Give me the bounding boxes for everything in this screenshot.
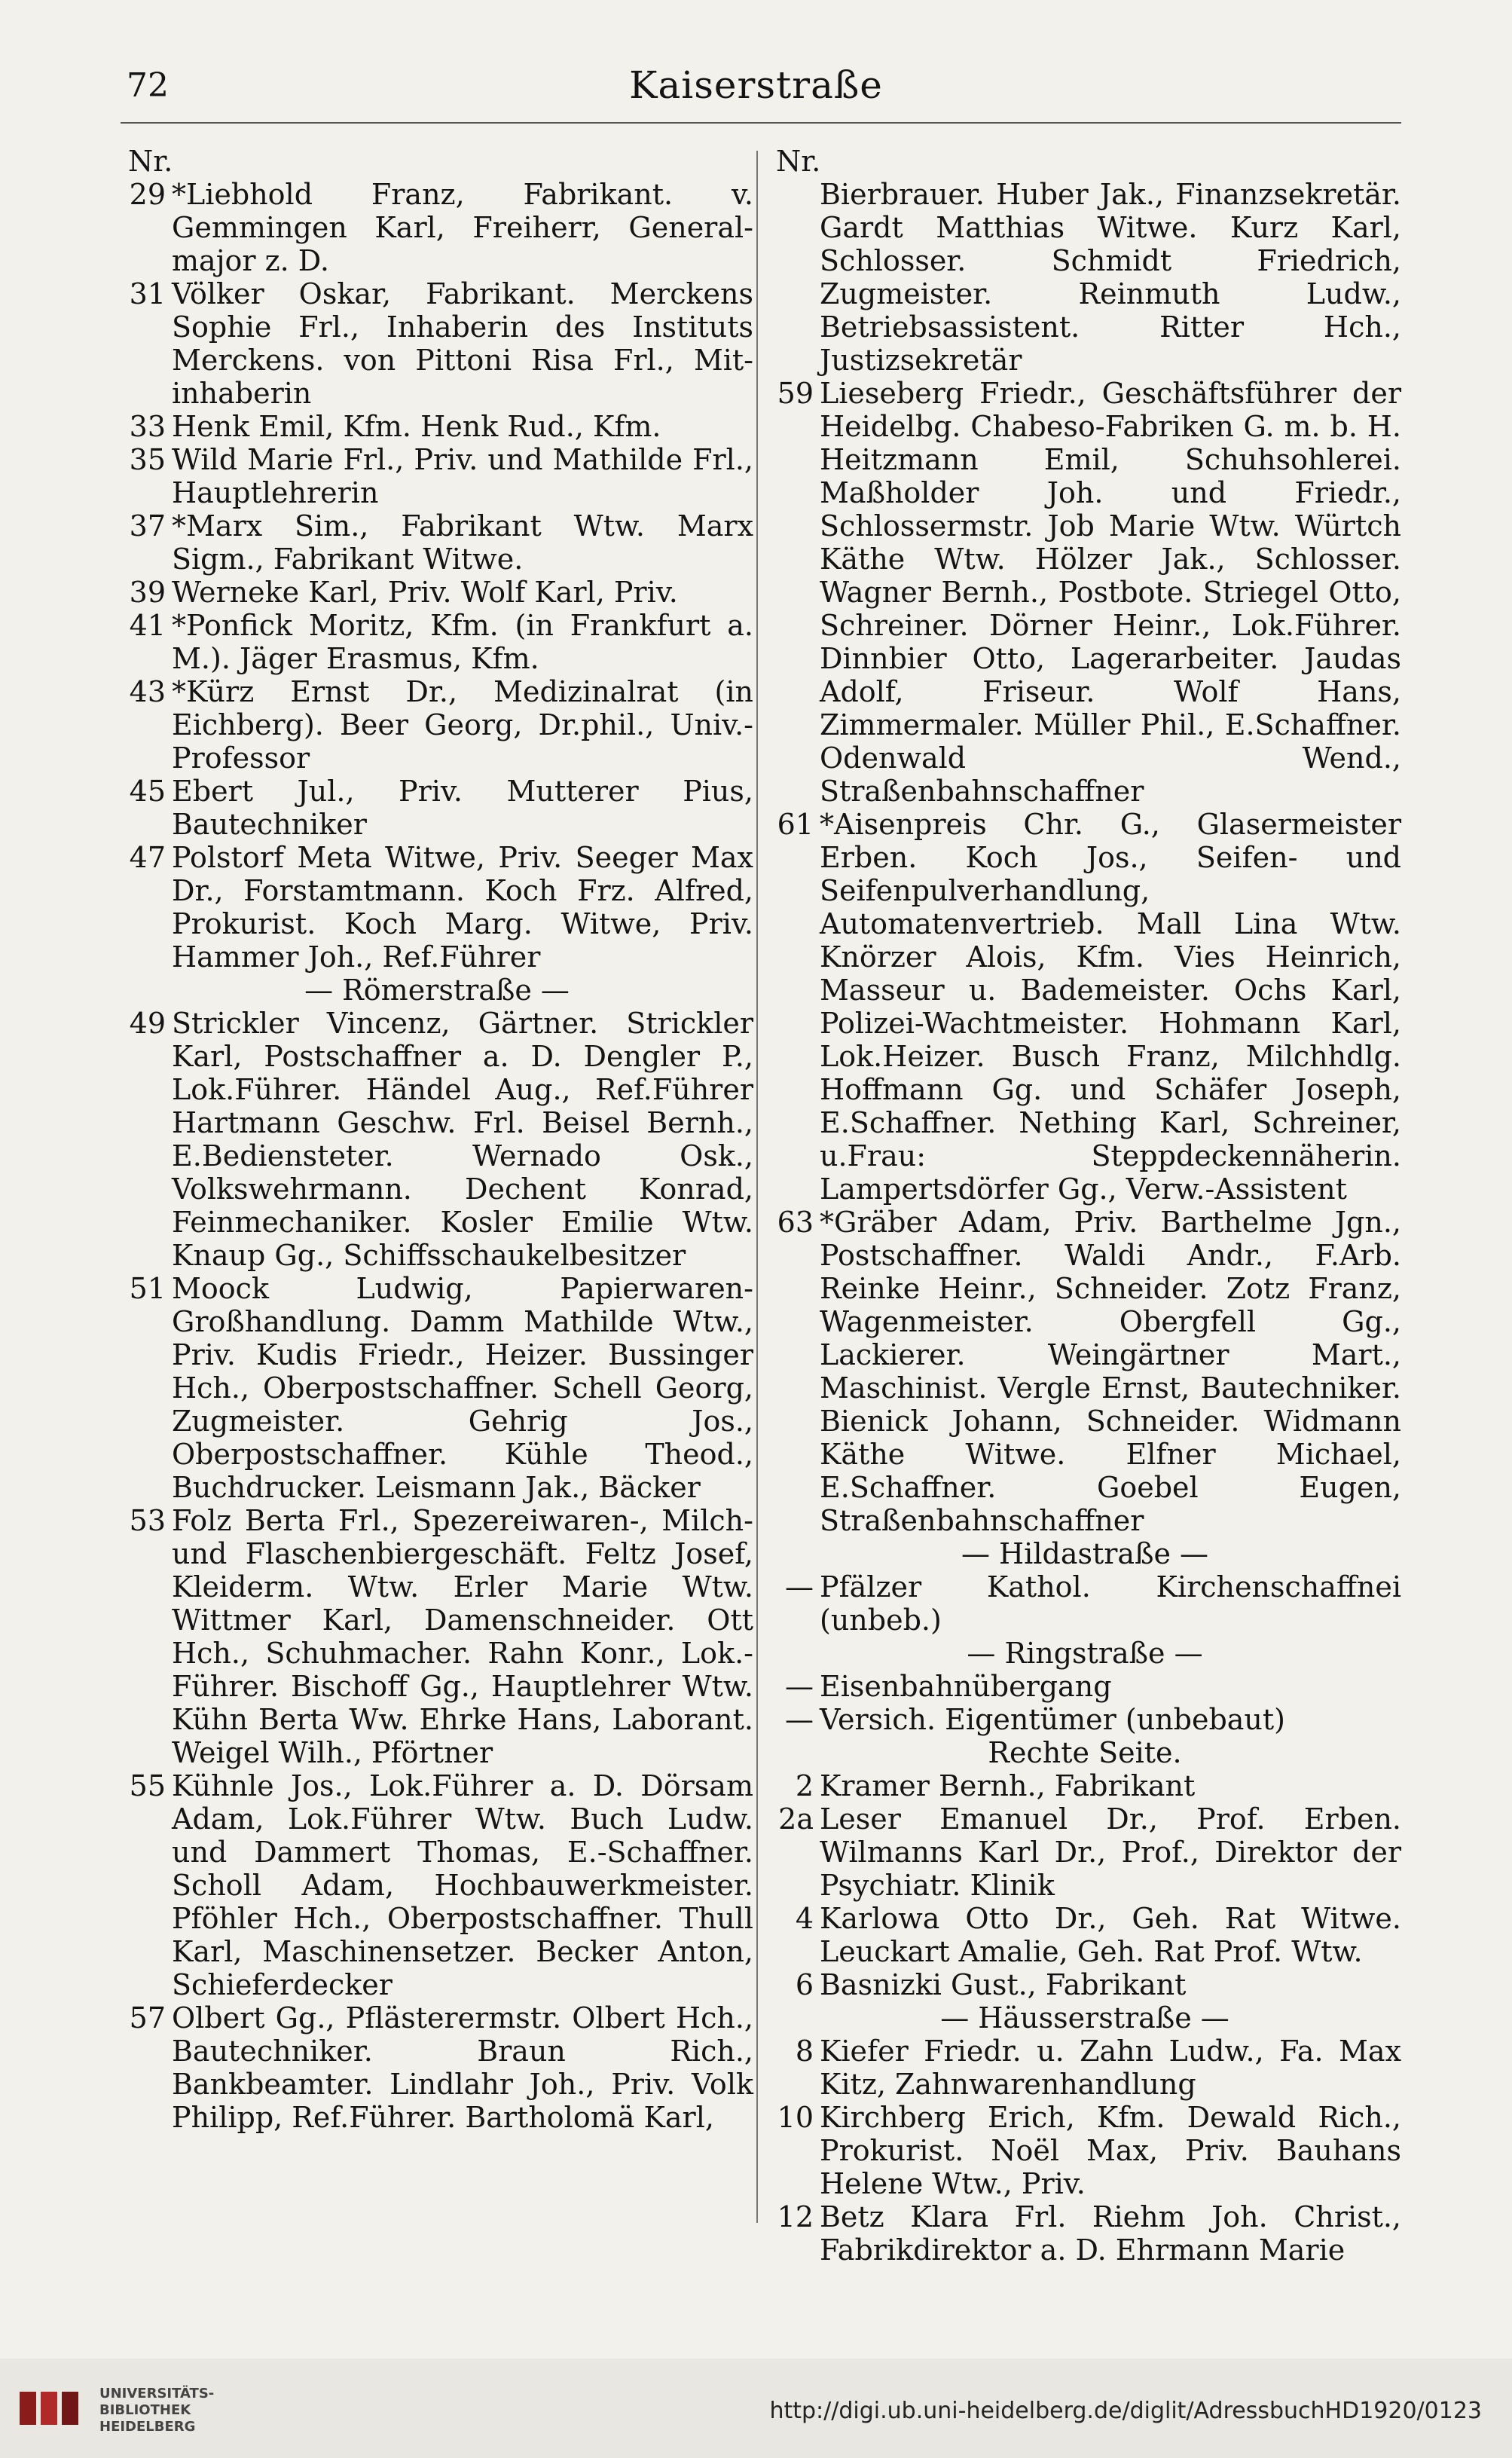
address-entry: [768, 1968, 1401, 2001]
address-entry: [121, 178, 753, 277]
address-entry: [121, 775, 753, 841]
street-heading: — Häusserstraße —: [940, 2001, 1229, 2035]
street-heading: Rechte Seite.: [988, 1736, 1182, 1769]
street-heading: — Ringstraße —: [967, 1637, 1203, 1670]
house-number: 35: [129, 443, 166, 476]
house-number: 37: [129, 509, 166, 543]
address-entry: [121, 841, 753, 974]
resident-list: Kirchberg Erich, Kfm. Dewald Rich., Prokurist. Noël Max, Priv. Bauhans Helene Wtw., Priv.: [820, 2101, 1401, 2200]
address-entry: [768, 1802, 1401, 1902]
resident-list: Ebert Jul., Priv. Mutterer Pius, Bautechniker: [172, 775, 753, 841]
page-number: 72: [127, 66, 169, 105]
library-logo-icon: [15, 2386, 90, 2431]
address-entry: [121, 609, 753, 675]
address-entry: [121, 1769, 753, 2001]
address-entry: [121, 1007, 753, 1272]
resident-list: *Marx Sim., Fabrikant Wtw. Marx Sigm., Fabrikant Witwe.: [172, 509, 753, 576]
house-number: 33: [129, 410, 166, 443]
address-entry: [121, 576, 753, 609]
address-entry: [121, 675, 753, 775]
house-number: 29: [129, 178, 166, 211]
source-url-link[interactable]: http://digi.ub.uni-heidelberg.de/diglit/AdressbuchHD1920/0123: [769, 2398, 1482, 2424]
resident-list: Bierbrauer. Huber Jak., Finanzsekretär. Gardt Matthias Witwe. Kurz Karl, Schlosser. Schmidt Friedrich, Zugmeister. Reinmuth Ludw., Betriebsassistent. Ritter Hch., Justizsekretär: [820, 178, 1401, 377]
house-number: 39: [129, 576, 166, 609]
house-number: 8: [795, 2035, 814, 2068]
resident-list: Kiefer Friedr. u. Zahn Ludw., Fa. Max Kitz, Zahnwarenhandlung: [820, 2035, 1401, 2101]
address-entry: [768, 377, 1401, 808]
address-entry: [768, 1703, 1401, 1736]
resident-list: Eisenbahnübergang: [820, 1670, 1112, 1703]
resident-list: *Ponfick Moritz, Kfm. (in Frankfurt a. M.). Jäger Erasmus, Kfm.: [172, 609, 753, 675]
resident-list: Strickler Vincenz, Gärtner. Strickler Karl, Postschaffner a. D. Dengler P., Lok.Führer. Händel Aug., Ref.Führer Hartmann Geschw. Frl. Beisel Bernh., E.Bediensteter. Wernado Osk., Volkswehrmann. Dechent Konrad, Feinmechaniker. Kosler Emilie Wtw. Knaup Gg., Schiffsschaukelbesitzer: [172, 1007, 753, 1272]
resident-list: Werneke Karl, Priv. Wolf Karl, Priv.: [172, 576, 678, 609]
header-rule: [121, 122, 1401, 124]
house-number: 12: [777, 2200, 814, 2233]
left-column: [121, 145, 753, 2134]
house-number: 61: [777, 808, 814, 841]
column-header: Nr.: [776, 145, 821, 178]
street-heading: — Hildastraße —: [961, 1537, 1209, 1570]
resident-list: Karlowa Otto Dr., Geh. Rat Witwe. Leuckart Amalie, Geh. Rat Prof. Wtw.: [820, 1902, 1401, 1968]
resident-list: Betz Klara Frl. Riehm Joh. Christ., Fabrikdirektor a. D. Ehrmann Marie: [820, 2200, 1401, 2267]
house-number: 49: [129, 1007, 166, 1040]
house-number: —: [785, 1703, 814, 1736]
address-entry: [768, 2035, 1401, 2101]
resident-list: Basnizki Gust., Fabrikant: [820, 1968, 1187, 2001]
house-number: 10: [777, 2101, 814, 2134]
house-number: 41: [129, 609, 166, 642]
resident-list: *Gräber Adam, Priv. Barthelme Jgn., Postschaffner. Waldi Andr., F.Arb. Reinke Heinr., Schneider. Zotz Franz, Wagenmeister. Obergfell Gg., Lackierer. Weingärtner Mart., Maschinist. Vergle Ernst, Bautechniker. Bienick Johann, Schneider. Widmann Käthe Witwe. Elfner Michael, E.Schaffner. Goebel Eugen, Straßenbahnschaffner: [820, 1206, 1401, 1537]
resident-list: *Liebhold Franz, Fabrikant. v. Gemmingen Karl, Freiherr, General-major z. D.: [172, 178, 753, 277]
address-entry: [768, 2101, 1401, 2200]
house-number: 4: [795, 1902, 814, 1935]
house-number: 2a: [778, 1802, 814, 1836]
house-number: 51: [129, 1272, 166, 1305]
address-entry: [121, 410, 753, 443]
house-number: 57: [129, 2001, 166, 2035]
address-entry: [768, 178, 1401, 377]
address-entry: [121, 1504, 753, 1769]
address-entry: [768, 1670, 1401, 1703]
page-title: Kaiserstraße: [629, 63, 883, 107]
resident-list: Henk Emil, Kfm. Henk Rud., Kfm.: [172, 410, 661, 443]
street-heading: — Römerstraße —: [304, 974, 570, 1007]
house-number: 47: [129, 841, 166, 874]
address-entry: [121, 277, 753, 410]
address-entry: [121, 2001, 753, 2134]
library-name: UNIVERSITÄTS- BIBLIOTHEK HEIDELBERG: [99, 2386, 215, 2435]
house-number: —: [785, 1670, 814, 1703]
house-number: 59: [777, 377, 814, 410]
resident-list: Kühnle Jos., Lok.Führer a. D. Dörsam Adam, Lok.Führer Wtw. Buch Ludw. und Dammert Thomas, E.-Schaffner. Scholl Adam, Hochbauwerkmeister. Pföhler Hch., Oberpostschaffner. Thull Karl, Maschinensetzer. Becker Anton, Schieferdecker: [172, 1769, 753, 2001]
house-number: 53: [129, 1504, 166, 1537]
resident-list: Polstorf Meta Witwe, Priv. Seeger Max Dr., Forstamtmann. Koch Frz. Alfred, Prokurist. Koch Marg. Witwe, Priv. Hammer Joh., Ref.Führer: [172, 841, 753, 974]
house-number: 63: [777, 1206, 814, 1239]
resident-list: Kramer Bernh., Fabrikant: [820, 1769, 1196, 1802]
house-number: 2: [795, 1769, 814, 1802]
resident-list: Völker Oskar, Fabrikant. Merckens Sophie Frl., Inhaberin des Instituts Merckens. von Pittoni Risa Frl., Mit-inhaberin: [172, 277, 753, 410]
house-number: 55: [129, 1769, 166, 1802]
house-number: 31: [129, 277, 166, 310]
address-entry: [768, 2200, 1401, 2267]
address-entry: [768, 808, 1401, 1206]
resident-list: Folz Berta Frl., Spezereiwaren-, Milch- und Flaschenbiergeschäft. Feltz Josef, Kleiderm. Wtw. Erler Marie Wtw. Wittmer Karl, Damenschneider. Ott Hch., Schuhmacher. Rahn Konr., Lok.-Führer. Bischoff Gg., Hauptlehrer Wtw. Kühn Berta Ww. Ehrke Hans, Laborant. Weigel Wilh., Pförtner: [172, 1504, 753, 1769]
address-entry: [768, 1769, 1401, 1802]
address-entry: [768, 1902, 1401, 1968]
address-entry: [121, 443, 753, 509]
resident-list: Moock Ludwig, Papierwaren-Großhandlung. Damm Mathilde Wtw., Priv. Kudis Friedr., Heizer. Bussinger Hch., Oberpostschaffner. Schell Georg, Zugmeister. Gehrig Jos., Oberpostschaffner. Kühle Theod., Buchdrucker. Leismann Jak., Bäcker: [172, 1272, 753, 1504]
address-entry: [768, 1206, 1401, 1537]
resident-list: Pfälzer Kathol. Kirchenschaffnei (unbeb.): [820, 1570, 1401, 1637]
resident-list: Leser Emanuel Dr., Prof. Erben. Wilmanns Karl Dr., Prof., Direktor der Psychiatr. Klinik: [820, 1802, 1401, 1902]
address-entry: [121, 1272, 753, 1504]
resident-list: Lieseberg Friedr., Geschäftsführer der Heidelbg. Chabeso-Fabriken G. m. b. H. Heitzmann Emil, Schuhsohlerei. Maßholder Joh. und Friedr., Schlossermstr. Job Marie Wtw. Würtch Käthe Wtw. Hölzer Jak., Schlosser. Wagner Bernh., Postbote. Striegel Otto, Schreiner. Dörner Heinr., Lok.Führer. Dinnbier Otto, Lagerarbeiter. Jaudas Adolf, Friseur. Wolf Hans, Zimmermaler. Müller Phil., E.Schaffner. Odenwald Wend., Straßenbahnschaffner: [820, 377, 1401, 808]
house-number: 43: [129, 675, 166, 708]
address-entry: [121, 509, 753, 576]
column-divider: [756, 151, 758, 2223]
resident-list: *Aisenpreis Chr. G., Glasermeister Erben. Koch Jos., Seifen- und Seifenpulverhandlung, Automatenvertrieb. Mall Lina Wtw. Knörzer Alois, Kfm. Vies Heinrich, Masseur u. Bademeister. Ochs Karl, Polizei-Wachtmeister. Hohmann Karl, Lok.Heizer. Busch Franz, Milchhdlg. Hoffmann Gg. und Schäfer Joseph, E.Schaffner. Nething Karl, Schreiner, u.Frau: Steppdeckennäherin. Lampertsdörfer Gg., Verw.-Assistent: [820, 808, 1401, 1206]
resident-list: Versich. Eigentümer (unbebaut): [820, 1703, 1286, 1736]
house-number: 45: [129, 775, 166, 808]
house-number: 6: [795, 1968, 814, 2001]
resident-list: Wild Marie Frl., Priv. und Mathilde Frl., Hauptlehrerin: [172, 443, 753, 509]
right-column: [768, 145, 1401, 2267]
column-header: Nr.: [128, 145, 173, 178]
address-entry: [768, 1570, 1401, 1637]
house-number: —: [785, 1570, 814, 1604]
resident-list: Olbert Gg., Pflästerermstr. Olbert Hch., Bautechniker. Braun Rich., Bankbeamter. Lindlahr Joh., Priv. Volk Philipp, Ref.Führer. Bartholomä Karl,: [172, 2001, 753, 2134]
resident-list: *Kürz Ernst Dr., Medizinalrat (in Eichberg). Beer Georg, Dr.phil., Univ.-Professor: [172, 675, 753, 775]
